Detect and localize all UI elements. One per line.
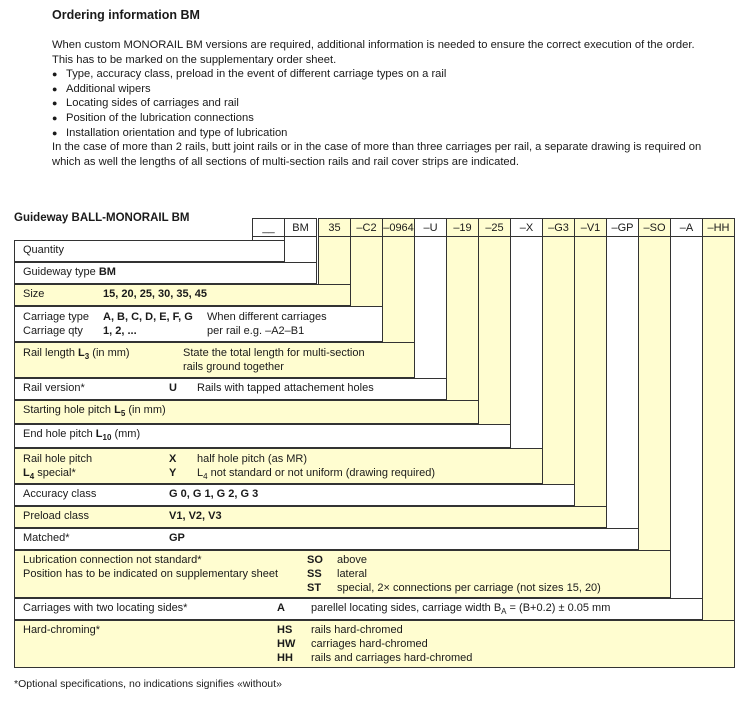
lubrication-label-1: Lubrication connection not standard*	[23, 554, 202, 566]
connector-column	[670, 236, 703, 620]
order-code-box: –V1	[574, 218, 607, 237]
intro-bullet: ● Type, accuracy class, preload in the event of different carriage types on a rail	[52, 67, 717, 82]
order-code-box: –X	[510, 218, 543, 237]
locating-sides-label: Carriages with two locating sides*	[23, 602, 188, 614]
connector-column	[510, 236, 543, 484]
connector-column	[478, 236, 511, 448]
order-code-box: –25	[478, 218, 511, 237]
order-code-box: –C2	[350, 218, 383, 237]
quantity-label: Quantity	[23, 244, 64, 256]
carriage-note-2: per rail e.g. –A2–B1	[207, 325, 305, 337]
row-starting-hole-pitch	[14, 400, 479, 424]
locating-sides-code: A	[277, 602, 285, 614]
size-value: 15, 20, 25, 30, 35, 45	[103, 288, 207, 300]
order-code-box: –0964	[382, 218, 415, 237]
intro-bullet: ● Locating sides of carriages and rail	[52, 96, 717, 111]
page-title: Ordering information BM	[52, 8, 200, 22]
size-label: Size	[23, 288, 45, 300]
hc-desc-hh: rails and carriages hard-chromed	[311, 652, 473, 664]
lub-code-so: SO	[307, 554, 323, 566]
row-lubrication	[14, 550, 671, 598]
preload-class-value: V1, V2, V3	[169, 510, 222, 522]
lub-desc-ss: lateral	[337, 568, 367, 580]
rail-version-desc: Rails with tapped attachement holes	[197, 382, 374, 394]
guideway-type-label: Guideway type	[23, 266, 99, 278]
locating-sides-desc: parellel locating sides, carriage width $B_A = (B+0.2) \pm 0.05$ mm	[311, 602, 611, 617]
row-preload-class	[14, 506, 607, 528]
carriage-qty-label: Carriage qty	[23, 325, 83, 337]
row-rail-hole-pitch	[14, 448, 543, 484]
connector-column	[446, 236, 479, 424]
rail-length-note-2: rails ground together	[183, 361, 284, 373]
order-code-box: BM	[284, 218, 317, 237]
intro-text	[52, 38, 717, 169]
order-code-box: –U	[414, 218, 447, 237]
hc-code-hs: HS	[277, 624, 293, 636]
order-code-box: __	[252, 218, 285, 237]
order-code-box: 35	[318, 218, 351, 237]
order-code-box: –SO	[638, 218, 671, 237]
row-guideway-type	[14, 262, 317, 284]
lubrication-label-2: Position has to be indicated on supplementary sheet	[23, 568, 278, 580]
matched-label: Matched*	[23, 532, 70, 544]
hole-desc-x: half hole pitch (as MR)	[197, 453, 308, 465]
l4-special-label: $L_4$ special*	[23, 467, 76, 482]
connector-column	[638, 236, 671, 598]
row-rail-version	[14, 378, 447, 400]
row-carriage	[14, 306, 383, 342]
lub-desc-so: above	[337, 554, 367, 566]
end-hole-pitch-label: End hole pitch $L_{10}$ (mm)	[23, 428, 141, 443]
carriage-type-value: A, B, C, D, E, F, G	[103, 311, 193, 323]
row-matched	[14, 528, 639, 550]
hole-desc-y: $L_4$ not standard or not uniform (drawing required)	[197, 467, 436, 482]
hc-desc-hw: carriages hard-chromed	[311, 638, 428, 650]
hc-code-hh: HH	[277, 652, 293, 664]
rail-hole-pitch-label: Rail hole pitch	[23, 453, 93, 465]
lub-desc-st: special, 2× connections per carriage (not sizes 15, 20)	[337, 582, 601, 594]
rail-version-code: U	[169, 382, 177, 394]
accuracy-class-value: G 0, G 1, G 2, G 3	[169, 488, 259, 500]
guideway-title: Guideway BALL-MONORAIL BM	[14, 212, 190, 224]
row-size	[14, 284, 351, 306]
carriage-type-label: Carriage type	[23, 311, 90, 323]
guideway-type-value: BM	[98, 266, 116, 278]
hole-code-y: Y	[169, 467, 177, 479]
intro-bullet: ● Installation orientation and type of lubrication	[52, 126, 717, 141]
order-code-box: –HH	[702, 218, 735, 237]
connector-column	[542, 236, 575, 506]
row-accuracy-class	[14, 484, 575, 506]
intro-paragraph-2: In the case of more than 2 rails, butt joint rails or in the case of more than three carriages per rail, a separate drawing is required on which as well the lengths of all sections of multi-section rails and rail cover strips are indicated.	[52, 141, 702, 168]
intro-bullet-list	[52, 67, 717, 140]
intro-paragraph-1: When custom MONORAIL BM versions are required, additional information is needed to ensure the correct execution of the order. This has to be marked on the supplementary order sheet.	[52, 39, 695, 66]
row-locating-sides	[14, 598, 703, 620]
preload-class-label: Preload class	[23, 510, 90, 522]
rail-version-label: Rail version*	[23, 382, 85, 394]
connector-column	[574, 236, 607, 528]
lub-code-st: ST	[307, 582, 322, 594]
hc-desc-hs: rails hard-chromed	[311, 624, 403, 636]
matched-value: GP	[169, 532, 185, 544]
hc-code-hw: HW	[277, 638, 296, 650]
lub-code-ss: SS	[307, 568, 322, 580]
row-rail-length	[14, 342, 415, 378]
row-quantity	[14, 240, 285, 262]
hole-code-x: X	[169, 453, 177, 465]
connector-column	[702, 236, 735, 668]
carriage-qty-value: 1, 2, ...	[103, 325, 137, 337]
rail-length-label: Rail length $L_3$ (in mm)	[23, 347, 130, 362]
rail-length-note-1: State the total length for multi-section	[183, 347, 365, 359]
accuracy-class-label: Accuracy class	[23, 488, 97, 500]
row-hard-chroming	[14, 620, 735, 668]
row-end-hole-pitch	[14, 424, 511, 448]
starting-hole-pitch-label: Starting hole pitch $L_5$ (in mm)	[23, 404, 166, 419]
connector-column	[606, 236, 639, 550]
connector-column	[414, 236, 447, 400]
intro-bullet: ● Position of the lubrication connections	[52, 111, 717, 126]
order-code-box: –G3	[542, 218, 575, 237]
footnote: *Optional specifications, no indications signifies «without»	[14, 678, 282, 690]
order-code-box: –19	[446, 218, 479, 237]
carriage-note-1: When different carriages	[207, 311, 327, 323]
hard-chroming-label: Hard-chroming*	[23, 624, 101, 636]
order-code-box: –A	[670, 218, 703, 237]
intro-bullet: ● Additional wipers	[52, 82, 717, 97]
order-code-box: –GP	[606, 218, 639, 237]
